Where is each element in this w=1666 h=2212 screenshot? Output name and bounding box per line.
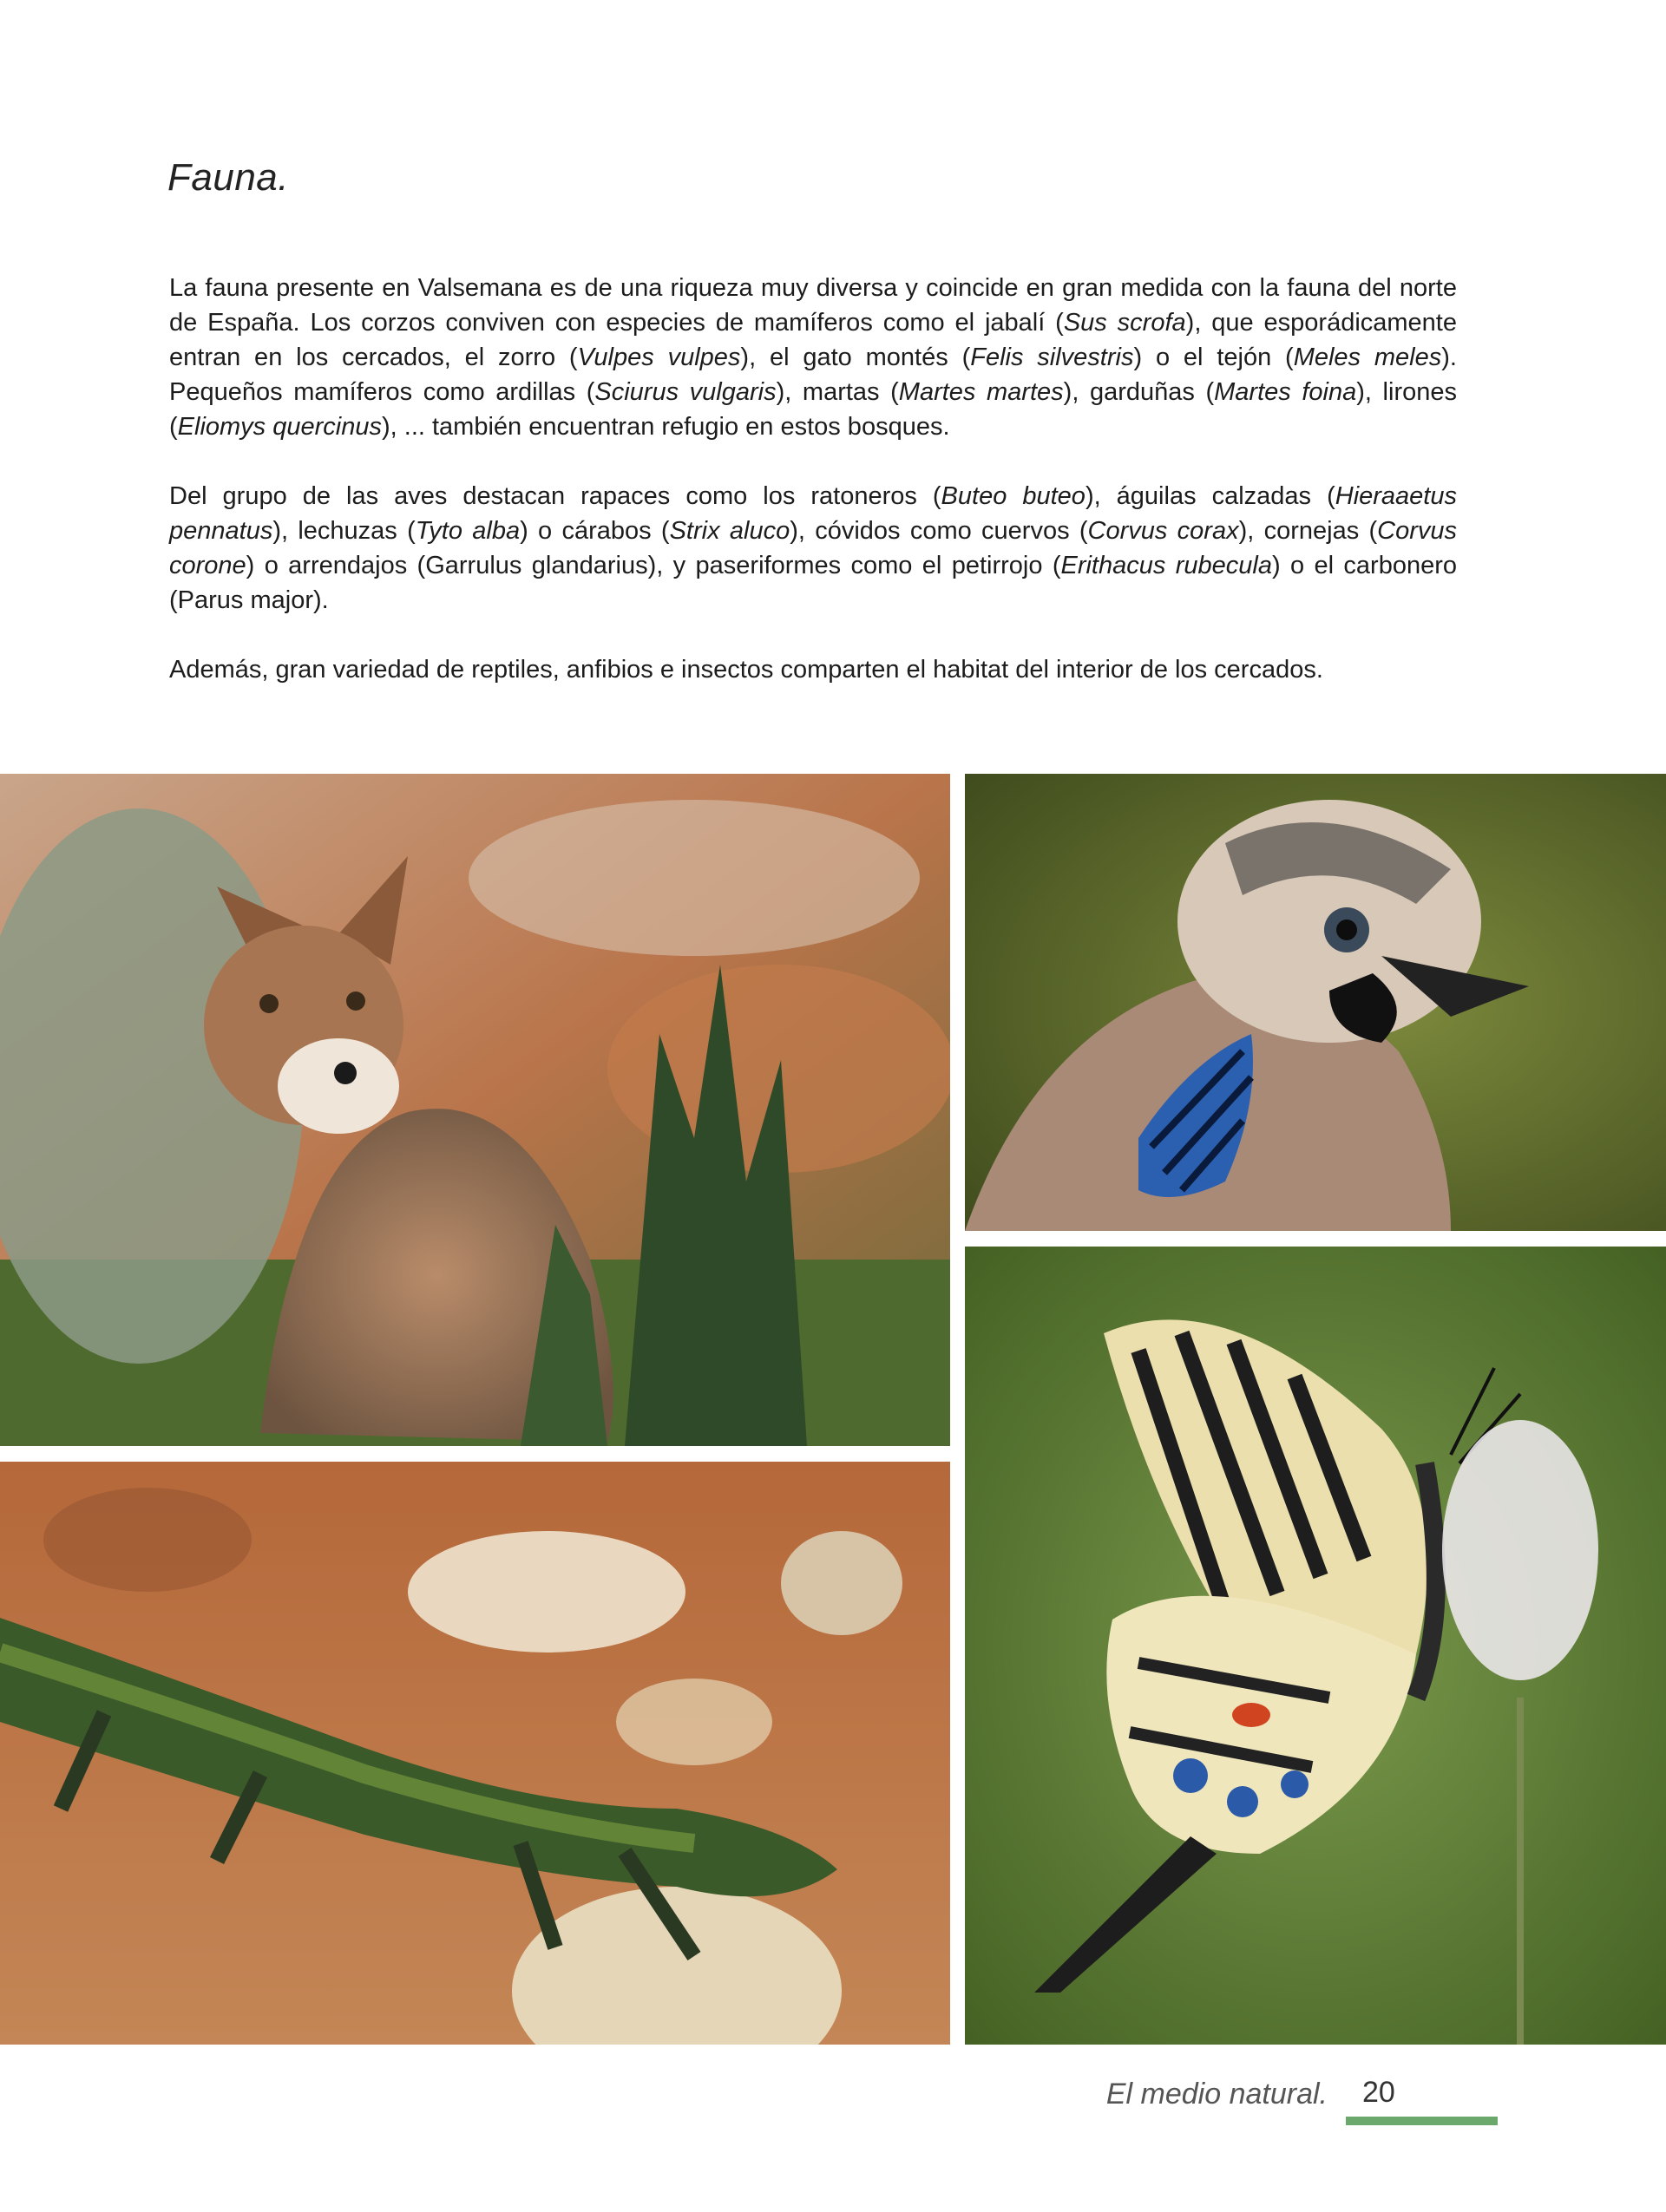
text-run: La fauna presente en Valsemana es de una riqueza muy diversa y coincide en gran medida con la fauna del norte de España. Los corzos conviven con especies de mamíferos como el jabalí (: [169, 274, 1457, 337]
species-name: Felis silvestris: [970, 344, 1134, 371]
text-run: ), martas (: [776, 378, 899, 406]
text-run: ), lechuzas (: [272, 517, 416, 545]
species-name: Sus scrofa: [1063, 309, 1186, 337]
text-run: ). Pequeños mamíferos como ardillas (: [169, 344, 1457, 406]
text-run: ) o el carbonero (Parus major).: [169, 552, 1458, 614]
section-title: Fauna.: [167, 156, 289, 199]
text-run: ) o el tejón (: [1133, 344, 1294, 371]
species-name: Vulpes vulpes: [577, 344, 741, 371]
paragraph: [169, 479, 1457, 618]
text-run: ) o cárabos (: [520, 517, 670, 545]
species-name: Strix aluco: [669, 517, 790, 545]
text-run: ), el gato montés (: [740, 344, 971, 371]
species-name: Buteo buteo: [941, 482, 1086, 510]
text-run: ), lirones (: [169, 378, 1457, 441]
text-run: Además, gran variedad de reptiles, anfibios e insectos comparten el habitat del interior de los cercados.: [169, 656, 1323, 684]
lizard-photo: [0, 1462, 950, 2045]
page-number: 20: [1362, 2076, 1395, 2109]
paragraph: [169, 271, 1457, 444]
text-run: ), ... también encuentran refugio en estos bosques.: [382, 413, 950, 441]
text-run: ), cóvidos como cuervos (: [790, 517, 1088, 545]
text-run: ) o arrendajos (Garrulus glandarius), y paseriformes como el petirrojo (: [246, 552, 1061, 579]
text-run: Del grupo de las aves destacan rapaces como los ratoneros (: [169, 482, 941, 510]
species-name: Corvus corone: [169, 517, 1458, 579]
text-run: ), garduñas (: [1063, 378, 1215, 406]
species-name: Hieraaetus pennatus: [169, 482, 1457, 545]
paragraph: [169, 652, 1457, 687]
species-name: Tyto alba: [415, 517, 521, 545]
fox-photo: [0, 774, 950, 1446]
species-name: Sciurus vulgaris: [594, 378, 777, 406]
species-name: Eliomys quercinus: [177, 413, 382, 441]
text-run: ), cornejas (: [1238, 517, 1378, 545]
species-name: Corvus corax: [1087, 517, 1239, 545]
butterfly-photo: [965, 1247, 1666, 2045]
footer-section-label: El medio natural.: [1105, 2078, 1328, 2111]
species-name: Meles meles: [1293, 344, 1442, 371]
footer-rule: [1346, 2117, 1498, 2125]
text-run: ), que esporádicamente entran en los cercados, el zorro (: [169, 309, 1457, 371]
body-text: [169, 271, 1457, 722]
species-name: Martes martes: [898, 378, 1064, 406]
species-name: Erithacus rubecula: [1060, 552, 1272, 579]
text-run: ), águilas calzadas (: [1085, 482, 1335, 510]
species-name: Martes foina: [1214, 378, 1357, 406]
jay-photo: [965, 774, 1666, 1231]
